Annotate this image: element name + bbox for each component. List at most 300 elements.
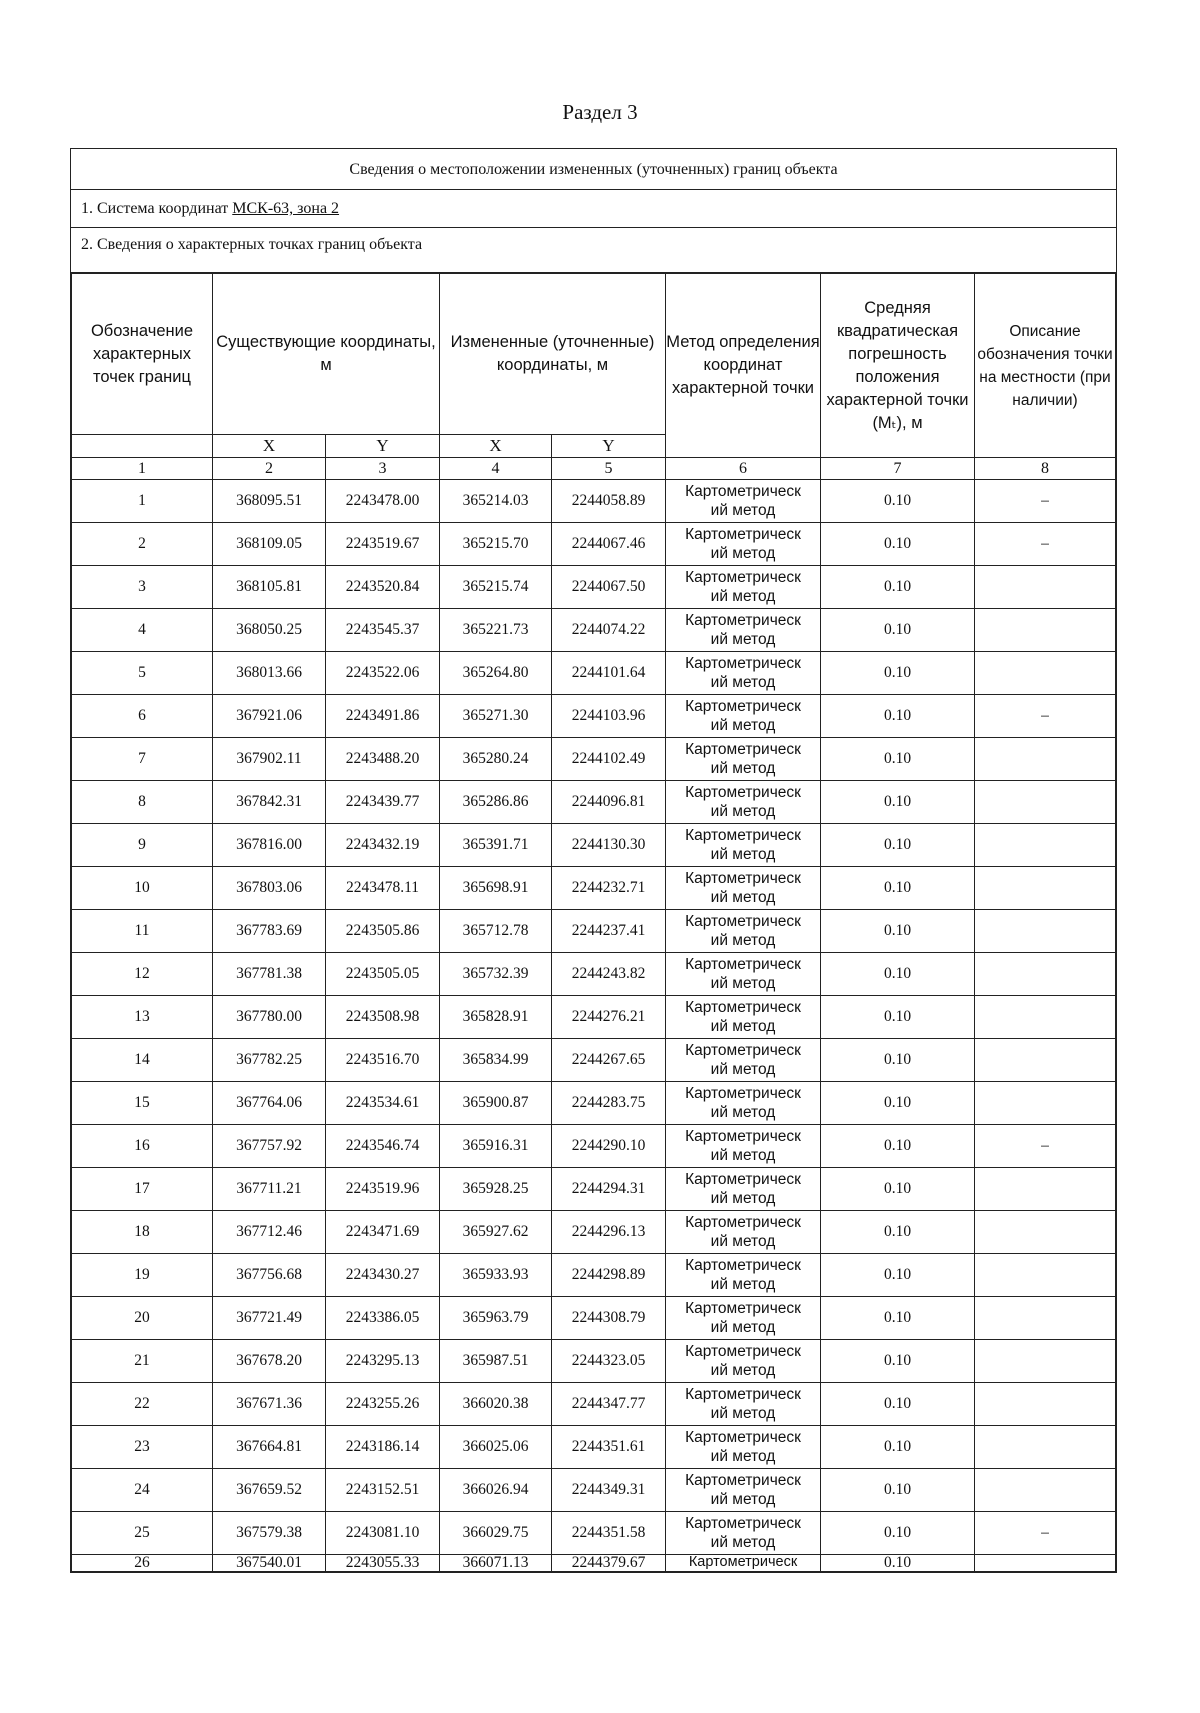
x-updated: 365828.91 bbox=[440, 996, 552, 1039]
y-existing: 2243534.61 bbox=[326, 1082, 440, 1125]
error-value: 0.10 bbox=[821, 1469, 975, 1512]
x-existing: 368013.66 bbox=[213, 652, 326, 695]
description bbox=[975, 996, 1116, 1039]
x-existing: 368095.51 bbox=[213, 480, 326, 523]
y-updated: 2244349.31 bbox=[552, 1469, 666, 1512]
table-row bbox=[72, 652, 1116, 695]
x-existing: 367803.06 bbox=[213, 867, 326, 910]
column-number: 6 bbox=[666, 458, 821, 480]
x-existing: 367659.52 bbox=[213, 1469, 326, 1512]
table-row bbox=[72, 953, 1116, 996]
x-updated: 366071.13 bbox=[440, 1555, 552, 1572]
error-value: 0.10 bbox=[821, 1426, 975, 1469]
method bbox=[666, 738, 821, 781]
x-existing: 367780.00 bbox=[213, 996, 326, 1039]
coord-system-prefix: 1. Система координат bbox=[81, 200, 233, 217]
method-line-2: ий метод bbox=[710, 1448, 776, 1465]
point-number: 14 bbox=[72, 1039, 213, 1082]
y-existing: 2243519.67 bbox=[326, 523, 440, 566]
method-line-1: Картометрическ bbox=[685, 1214, 801, 1231]
y-existing: 2243545.37 bbox=[326, 609, 440, 652]
y-updated: 2244074.22 bbox=[552, 609, 666, 652]
point-number: 20 bbox=[72, 1297, 213, 1340]
y-updated: 2244101.64 bbox=[552, 652, 666, 695]
method bbox=[666, 480, 821, 523]
method bbox=[666, 1426, 821, 1469]
x-updated: 365271.30 bbox=[440, 695, 552, 738]
col-header-error: Средняя квадратическая погрешность положения характерной точки (Mₜ), м bbox=[821, 274, 975, 458]
method-line-2: ий метод bbox=[710, 631, 776, 648]
description bbox=[975, 1168, 1116, 1211]
method-line-2: ий метод bbox=[710, 1190, 776, 1207]
y-existing: 2243488.20 bbox=[326, 738, 440, 781]
method-line-1: Картометрическ bbox=[685, 1257, 801, 1274]
frame-heading: Сведения о местоположении измененных (уточненных) границ объекта bbox=[71, 149, 1116, 190]
description bbox=[975, 867, 1116, 910]
description bbox=[975, 609, 1116, 652]
description bbox=[975, 1555, 1116, 1572]
y-updated: 2244067.46 bbox=[552, 523, 666, 566]
x-updated: 366020.38 bbox=[440, 1383, 552, 1426]
method-line-2: ий метод bbox=[710, 1405, 776, 1422]
column-number: 7 bbox=[821, 458, 975, 480]
description bbox=[975, 824, 1116, 867]
description: – bbox=[975, 1512, 1116, 1555]
table-row bbox=[72, 738, 1116, 781]
header-row bbox=[72, 274, 1116, 435]
point-number: 16 bbox=[72, 1125, 213, 1168]
description bbox=[975, 1383, 1116, 1426]
table-row bbox=[72, 1168, 1116, 1211]
y-updated: 2244351.61 bbox=[552, 1426, 666, 1469]
section-title: Раздел 3 bbox=[562, 100, 638, 124]
y-updated: 2244379.67 bbox=[552, 1555, 666, 1572]
x-updated: 365280.24 bbox=[440, 738, 552, 781]
x-existing: 368050.25 bbox=[213, 609, 326, 652]
method-line-2: ий метод bbox=[710, 889, 776, 906]
boundary-info-frame bbox=[70, 148, 1117, 1573]
method bbox=[666, 781, 821, 824]
x-existing: 367678.20 bbox=[213, 1340, 326, 1383]
point-number: 9 bbox=[72, 824, 213, 867]
error-value: 0.10 bbox=[821, 1125, 975, 1168]
y-updated: 2244067.50 bbox=[552, 566, 666, 609]
x-updated: 365933.93 bbox=[440, 1254, 552, 1297]
description: – bbox=[975, 1125, 1116, 1168]
x-existing: 367782.25 bbox=[213, 1039, 326, 1082]
method bbox=[666, 1125, 821, 1168]
method bbox=[666, 1211, 821, 1254]
method-line-2: ий метод bbox=[710, 502, 776, 519]
error-value: 0.10 bbox=[821, 1555, 975, 1572]
point-number: 26 bbox=[72, 1555, 213, 1572]
error-value: 0.10 bbox=[821, 695, 975, 738]
method-line-2: ий метод bbox=[710, 588, 776, 605]
point-number: 5 bbox=[72, 652, 213, 695]
x-updated: 365987.51 bbox=[440, 1340, 552, 1383]
error-value: 0.10 bbox=[821, 781, 975, 824]
method-line-1: Картометрическ bbox=[685, 526, 801, 543]
y-existing: 2243546.74 bbox=[326, 1125, 440, 1168]
method-line-2: ий метод bbox=[710, 1233, 776, 1250]
method-line-2: ий метод bbox=[710, 1018, 776, 1035]
y-existing: 2243522.06 bbox=[326, 652, 440, 695]
x-existing: 367711.21 bbox=[213, 1168, 326, 1211]
point-number: 18 bbox=[72, 1211, 213, 1254]
x-updated: 365712.78 bbox=[440, 910, 552, 953]
col-header-point-spacer bbox=[72, 435, 213, 458]
x-existing: 368109.05 bbox=[213, 523, 326, 566]
y-existing: 2243255.26 bbox=[326, 1383, 440, 1426]
col-header-method: Метод определения координат характерной точки bbox=[666, 274, 821, 458]
method-line-1: Картометрическ bbox=[685, 1386, 801, 1403]
x-updated: 365221.73 bbox=[440, 609, 552, 652]
y-existing: 2243520.84 bbox=[326, 566, 440, 609]
error-value: 0.10 bbox=[821, 1168, 975, 1211]
method bbox=[666, 910, 821, 953]
method bbox=[666, 1297, 821, 1340]
error-value: 0.10 bbox=[821, 1039, 975, 1082]
column-number: 1 bbox=[72, 458, 213, 480]
point-number: 8 bbox=[72, 781, 213, 824]
y-existing: 2243152.51 bbox=[326, 1469, 440, 1512]
coord-system-value: МСК-63, зона 2 bbox=[232, 200, 340, 217]
x-updated: 365834.99 bbox=[440, 1039, 552, 1082]
y-existing: 2243519.96 bbox=[326, 1168, 440, 1211]
y-existing: 2243430.27 bbox=[326, 1254, 440, 1297]
y-updated: 2244294.31 bbox=[552, 1168, 666, 1211]
table-row bbox=[72, 523, 1116, 566]
method-line-2: ий метод bbox=[710, 674, 776, 691]
method-line-2: ий метод bbox=[710, 932, 776, 949]
table-row bbox=[72, 1082, 1116, 1125]
method bbox=[666, 523, 821, 566]
method-line-2: ий метод bbox=[710, 1534, 776, 1551]
x-existing: 367540.01 bbox=[213, 1555, 326, 1572]
method-line-1: Картометрическ bbox=[685, 655, 801, 672]
table-row bbox=[72, 1297, 1116, 1340]
description bbox=[975, 1426, 1116, 1469]
y-existing: 2243471.69 bbox=[326, 1211, 440, 1254]
error-value: 0.10 bbox=[821, 910, 975, 953]
x-updated: 366026.94 bbox=[440, 1469, 552, 1512]
y-existing: 2243081.10 bbox=[326, 1512, 440, 1555]
column-number: 8 bbox=[975, 458, 1116, 480]
method-line-1: Картометрическ bbox=[685, 1515, 801, 1532]
method bbox=[666, 996, 821, 1039]
y-existing: 2243505.86 bbox=[326, 910, 440, 953]
y-updated: 2244058.89 bbox=[552, 480, 666, 523]
error-value: 0.10 bbox=[821, 1254, 975, 1297]
description bbox=[975, 652, 1116, 695]
method bbox=[666, 1512, 821, 1555]
y-updated: 2244102.49 bbox=[552, 738, 666, 781]
x-updated: 365916.31 bbox=[440, 1125, 552, 1168]
point-number: 1 bbox=[72, 480, 213, 523]
table-row bbox=[72, 781, 1116, 824]
y-updated: 2244323.05 bbox=[552, 1340, 666, 1383]
description bbox=[975, 910, 1116, 953]
method-line-2: ий метод bbox=[710, 760, 776, 777]
column-number: 5 bbox=[552, 458, 666, 480]
method bbox=[666, 1383, 821, 1426]
x-existing: 367671.36 bbox=[213, 1383, 326, 1426]
x-updated: 365264.80 bbox=[440, 652, 552, 695]
error-value: 0.10 bbox=[821, 996, 975, 1039]
y-updated: 2244283.75 bbox=[552, 1082, 666, 1125]
method-line-2: ий метод bbox=[710, 1319, 776, 1336]
method-line-1: Картометрическ bbox=[685, 698, 801, 715]
method-line-2: ий метод bbox=[710, 1362, 776, 1379]
table-row bbox=[72, 824, 1116, 867]
col-header-x-existing: X bbox=[213, 435, 326, 458]
point-number: 4 bbox=[72, 609, 213, 652]
error-value: 0.10 bbox=[821, 867, 975, 910]
column-number: 4 bbox=[440, 458, 552, 480]
error-value: 0.10 bbox=[821, 652, 975, 695]
point-number: 12 bbox=[72, 953, 213, 996]
method bbox=[666, 1254, 821, 1297]
col-header-y-existing: Y bbox=[326, 435, 440, 458]
y-updated: 2244237.41 bbox=[552, 910, 666, 953]
method-line-1: Картометрическ bbox=[685, 1472, 801, 1489]
error-value: 0.10 bbox=[821, 1340, 975, 1383]
method-line-2: ий метод bbox=[710, 717, 776, 734]
method-line-2: ий метод bbox=[710, 975, 776, 992]
table-row bbox=[72, 1125, 1116, 1168]
method-line-1: Картометрическ bbox=[685, 1300, 801, 1317]
y-existing: 2243478.11 bbox=[326, 867, 440, 910]
col-header-description: Описание обозначения точки на местности (при наличии) bbox=[975, 274, 1116, 458]
x-updated: 365215.74 bbox=[440, 566, 552, 609]
y-updated: 2244232.71 bbox=[552, 867, 666, 910]
method bbox=[666, 867, 821, 910]
table-row bbox=[72, 609, 1116, 652]
description bbox=[975, 1340, 1116, 1383]
error-value: 0.10 bbox=[821, 523, 975, 566]
point-number: 11 bbox=[72, 910, 213, 953]
x-updated: 366029.75 bbox=[440, 1512, 552, 1555]
y-existing: 2243491.86 bbox=[326, 695, 440, 738]
y-existing: 2243505.05 bbox=[326, 953, 440, 996]
description bbox=[975, 1254, 1116, 1297]
points-heading: 2. Сведения о характерных точках границ объекта bbox=[71, 228, 1116, 273]
method-line-1: Картометрическ bbox=[685, 999, 801, 1016]
method bbox=[666, 566, 821, 609]
description bbox=[975, 1082, 1116, 1125]
x-updated: 365215.70 bbox=[440, 523, 552, 566]
method-line-2: ий метод bbox=[710, 803, 776, 820]
method-line-2: ий метод bbox=[710, 1147, 776, 1164]
x-existing: 367764.06 bbox=[213, 1082, 326, 1125]
y-updated: 2244096.81 bbox=[552, 781, 666, 824]
point-number: 10 bbox=[72, 867, 213, 910]
description: – bbox=[975, 480, 1116, 523]
method-line-1: Картометрическ bbox=[685, 1085, 801, 1102]
x-existing: 367902.11 bbox=[213, 738, 326, 781]
y-updated: 2244267.65 bbox=[552, 1039, 666, 1082]
method bbox=[666, 652, 821, 695]
y-existing: 2243508.98 bbox=[326, 996, 440, 1039]
method bbox=[666, 824, 821, 867]
y-updated: 2244351.58 bbox=[552, 1512, 666, 1555]
points-table-body bbox=[72, 274, 1116, 1572]
table-row bbox=[72, 480, 1116, 523]
y-updated: 2244308.79 bbox=[552, 1297, 666, 1340]
y-updated: 2244296.13 bbox=[552, 1211, 666, 1254]
y-updated: 2244103.96 bbox=[552, 695, 666, 738]
y-existing: 2243295.13 bbox=[326, 1340, 440, 1383]
column-number: 2 bbox=[213, 458, 326, 480]
method-line-1: Картометрическ bbox=[685, 870, 801, 887]
method-line-1: Картометрическ bbox=[685, 913, 801, 930]
x-existing: 367756.68 bbox=[213, 1254, 326, 1297]
coord-system-line bbox=[71, 190, 1116, 228]
x-existing: 367783.69 bbox=[213, 910, 326, 953]
method-line-2: ий метод bbox=[710, 846, 776, 863]
table-row-partial bbox=[72, 1555, 1116, 1572]
x-updated: 365928.25 bbox=[440, 1168, 552, 1211]
method bbox=[666, 953, 821, 996]
method-line-1: Картометрическ bbox=[685, 1042, 801, 1059]
method-line-1: Картометрическ bbox=[685, 827, 801, 844]
col-header-existing: Существующие координаты, м bbox=[213, 274, 440, 435]
method: Картометрическ bbox=[666, 1555, 821, 1572]
x-updated: 365698.91 bbox=[440, 867, 552, 910]
method bbox=[666, 1082, 821, 1125]
point-number: 15 bbox=[72, 1082, 213, 1125]
table-row bbox=[72, 566, 1116, 609]
y-existing: 2243439.77 bbox=[326, 781, 440, 824]
error-value: 0.10 bbox=[821, 738, 975, 781]
error-value: 0.10 bbox=[821, 1512, 975, 1555]
description bbox=[975, 953, 1116, 996]
method-line-1: Картометрическ bbox=[685, 483, 801, 500]
error-value: 0.10 bbox=[821, 480, 975, 523]
y-existing: 2243186.14 bbox=[326, 1426, 440, 1469]
description bbox=[975, 781, 1116, 824]
method-line-1: Картометрическ bbox=[685, 956, 801, 973]
column-number-row bbox=[72, 458, 1116, 480]
table-row bbox=[72, 1469, 1116, 1512]
col-header-updated: Измененные (уточненные) координаты, м bbox=[440, 274, 666, 435]
method-line-1: Картометрическ bbox=[685, 1128, 801, 1145]
description bbox=[975, 1039, 1116, 1082]
method-line-2: ий метод bbox=[710, 1104, 776, 1121]
point-number: 23 bbox=[72, 1426, 213, 1469]
table-row bbox=[72, 1211, 1116, 1254]
y-updated: 2244276.21 bbox=[552, 996, 666, 1039]
method bbox=[666, 609, 821, 652]
y-updated: 2244290.10 bbox=[552, 1125, 666, 1168]
point-number: 13 bbox=[72, 996, 213, 1039]
point-number: 24 bbox=[72, 1469, 213, 1512]
method-line-1: Картометрическ bbox=[685, 1171, 801, 1188]
x-updated: 365900.87 bbox=[440, 1082, 552, 1125]
method-line-2: ий метод bbox=[710, 1491, 776, 1508]
table-row bbox=[72, 1512, 1116, 1555]
points-table bbox=[71, 273, 1116, 1572]
method-line-2: ий метод bbox=[710, 545, 776, 562]
table-row bbox=[72, 1340, 1116, 1383]
point-number: 19 bbox=[72, 1254, 213, 1297]
description bbox=[975, 1469, 1116, 1512]
table-row bbox=[72, 1254, 1116, 1297]
method bbox=[666, 695, 821, 738]
y-existing: 2243055.33 bbox=[326, 1555, 440, 1572]
table-row bbox=[72, 1426, 1116, 1469]
error-value: 0.10 bbox=[821, 1383, 975, 1426]
y-existing: 2243386.05 bbox=[326, 1297, 440, 1340]
method-line-1: Картометрическ bbox=[685, 784, 801, 801]
method bbox=[666, 1340, 821, 1383]
column-number: 3 bbox=[326, 458, 440, 480]
table-row bbox=[72, 996, 1116, 1039]
error-value: 0.10 bbox=[821, 1211, 975, 1254]
point-number: 7 bbox=[72, 738, 213, 781]
x-updated: 366025.06 bbox=[440, 1426, 552, 1469]
x-updated: 365927.62 bbox=[440, 1211, 552, 1254]
x-existing: 367579.38 bbox=[213, 1512, 326, 1555]
x-existing: 367721.49 bbox=[213, 1297, 326, 1340]
x-updated: 365286.86 bbox=[440, 781, 552, 824]
y-existing: 2243478.00 bbox=[326, 480, 440, 523]
x-existing: 367664.81 bbox=[213, 1426, 326, 1469]
method-line-1: Картометрическ bbox=[685, 569, 801, 586]
method-line-1: Картометрическ bbox=[685, 612, 801, 629]
point-number: 22 bbox=[72, 1383, 213, 1426]
point-number: 6 bbox=[72, 695, 213, 738]
description bbox=[975, 566, 1116, 609]
description: – bbox=[975, 695, 1116, 738]
point-number: 17 bbox=[72, 1168, 213, 1211]
method bbox=[666, 1039, 821, 1082]
table-row bbox=[72, 1039, 1116, 1082]
error-value: 0.10 bbox=[821, 824, 975, 867]
col-header-x-updated: X bbox=[440, 435, 552, 458]
x-updated: 365214.03 bbox=[440, 480, 552, 523]
method bbox=[666, 1168, 821, 1211]
table-row bbox=[72, 1383, 1116, 1426]
x-updated: 365391.71 bbox=[440, 824, 552, 867]
method-line-1: Картометрическ bbox=[685, 741, 801, 758]
error-value: 0.10 bbox=[821, 953, 975, 996]
x-existing: 367781.38 bbox=[213, 953, 326, 996]
table-row bbox=[72, 867, 1116, 910]
x-existing: 367712.46 bbox=[213, 1211, 326, 1254]
x-existing: 367816.00 bbox=[213, 824, 326, 867]
y-updated: 2244130.30 bbox=[552, 824, 666, 867]
y-updated: 2244347.77 bbox=[552, 1383, 666, 1426]
error-value: 0.10 bbox=[821, 1297, 975, 1340]
table-row bbox=[72, 910, 1116, 953]
y-existing: 2243432.19 bbox=[326, 824, 440, 867]
y-updated: 2244243.82 bbox=[552, 953, 666, 996]
point-number: 2 bbox=[72, 523, 213, 566]
method-line-1: Картометрическ bbox=[685, 1343, 801, 1360]
error-value: 0.10 bbox=[821, 566, 975, 609]
col-header-point: Обозначение характерных точек границ bbox=[72, 274, 213, 435]
x-existing: 368105.81 bbox=[213, 566, 326, 609]
point-number: 3 bbox=[72, 566, 213, 609]
x-existing: 367921.06 bbox=[213, 695, 326, 738]
col-header-y-updated: Y bbox=[552, 435, 666, 458]
description bbox=[975, 738, 1116, 781]
point-number: 25 bbox=[72, 1512, 213, 1555]
method bbox=[666, 1469, 821, 1512]
method-line-2: ий метод bbox=[710, 1061, 776, 1078]
description bbox=[975, 1211, 1116, 1254]
